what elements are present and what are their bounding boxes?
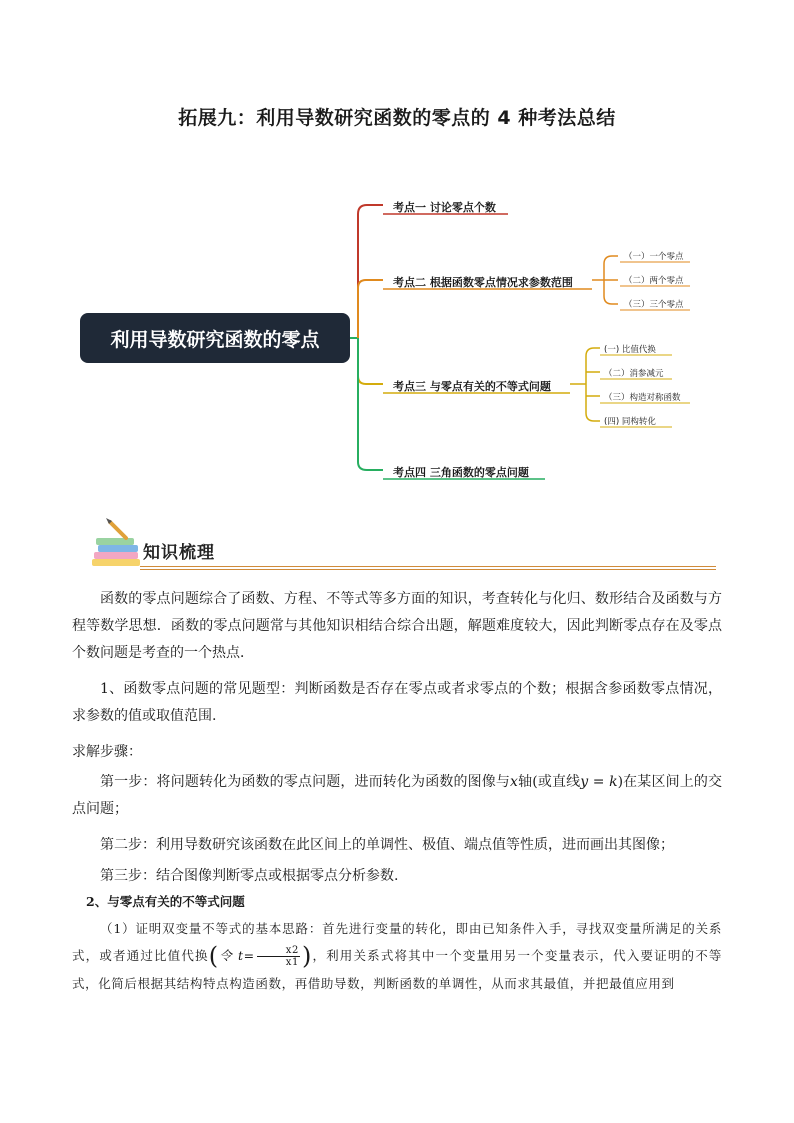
step-1-text-b: 轴(或直线 <box>517 774 581 790</box>
section-title: 知识梳理 <box>143 543 215 563</box>
branch-2-child-3: （三）三个零点 <box>624 300 684 310</box>
branch-3-children <box>570 348 600 421</box>
step-1-text-a: 第一步：将问题转化为函数的零点问题，进而转化为函数的图像与 <box>100 774 511 790</box>
paragraph-step-2: 第二步：利用导数研究该函数在此区间上的单调性、极值、端点值等性质，进而画出其图像； <box>100 837 674 853</box>
step-1-eq: y = k <box>580 774 618 790</box>
branch-4-label: 考点四 三角函数的零点问题 <box>393 466 529 479</box>
branch-2-children <box>592 256 618 304</box>
paragraph-step-1 <box>72 769 722 823</box>
branch-3-child-2: （二）消参减元 <box>604 369 664 379</box>
fraction-denominator: x1 <box>285 957 299 968</box>
fraction-x2-over-x1 <box>257 945 300 968</box>
branch-1-line <box>358 205 383 338</box>
paren-close: ) <box>301 942 312 970</box>
point-2-text-b: ，利用关系式将其中一个变量用另一个变量表示，代入要证明的不等式，化简后根据其结构特点构造函数，再借助导数，判断函数的单调性，从而求其最值，并把最值应用到 <box>72 948 722 991</box>
branch-4-line <box>358 338 383 470</box>
section-divider <box>140 566 716 567</box>
branch-1-label: 考点一 讨论零点个数 <box>393 201 496 214</box>
branch-3-child-3: （三）构造对称函数 <box>604 393 681 403</box>
point-2-text-a: （1）证明双变量不等式的基本思路：首先进行变量的转化，即由已知条件入手，寻找双变量所满足的关系式，或者通过比值代换 <box>72 921 722 963</box>
paragraph-point-1: 1、函数零点问题的常见题型：判断函数是否存在零点或者求零点的个数；根据含参函数零点情况，求参数的值或取值范围. <box>72 681 722 724</box>
books-pencil-icon <box>90 518 146 570</box>
step-1-text-c: )在某区间上的交点问题； <box>72 774 722 817</box>
paragraph-intro: 函数的零点问题综合了函数、方程、不等式等多方面的知识，考查转化与化归、数形结合及函数与方程等数学思想．函数的零点问题常与其他知识相结合综合出题，解题难度较大，因此判断零点存在及零点个数问题是考查的一个热点． <box>72 591 722 661</box>
section-divider-2 <box>140 569 716 570</box>
branch-2-label: 考点二 根据函数零点情况求参数范围 <box>393 276 573 289</box>
paragraph-step-3: 第三步：结合图像判断零点或根据零点分析参数. <box>100 868 399 884</box>
point-2-var: 令 t= <box>218 948 255 963</box>
mindmap-root: 利用导数研究函数的零点 <box>80 313 350 363</box>
branch-2-child-2: （二）两个零点 <box>624 276 684 286</box>
branch-3-child-4: (四) 同构转化 <box>604 417 656 427</box>
paragraph-steps-heading: 求解步骤： <box>72 744 142 760</box>
fraction-numerator: x2 <box>257 945 300 957</box>
branch-3-child-1: (一) 比值代换 <box>604 345 656 355</box>
page-title: 拓展九：利用导数研究函数的零点的 4 种考法总结 <box>178 107 616 129</box>
paragraph-point-2 <box>72 915 722 997</box>
paren-open: ( <box>208 942 219 970</box>
branch-2-child-1: （一）一个零点 <box>624 252 684 262</box>
heading-point-2: 2、与零点有关的不等式问题 <box>86 894 245 909</box>
branch-3-label: 考点三 与零点有关的不等式问题 <box>393 380 551 393</box>
branch-3-line <box>358 338 383 384</box>
step-1-var-x: x <box>510 774 518 790</box>
branch-2-line <box>358 280 383 338</box>
